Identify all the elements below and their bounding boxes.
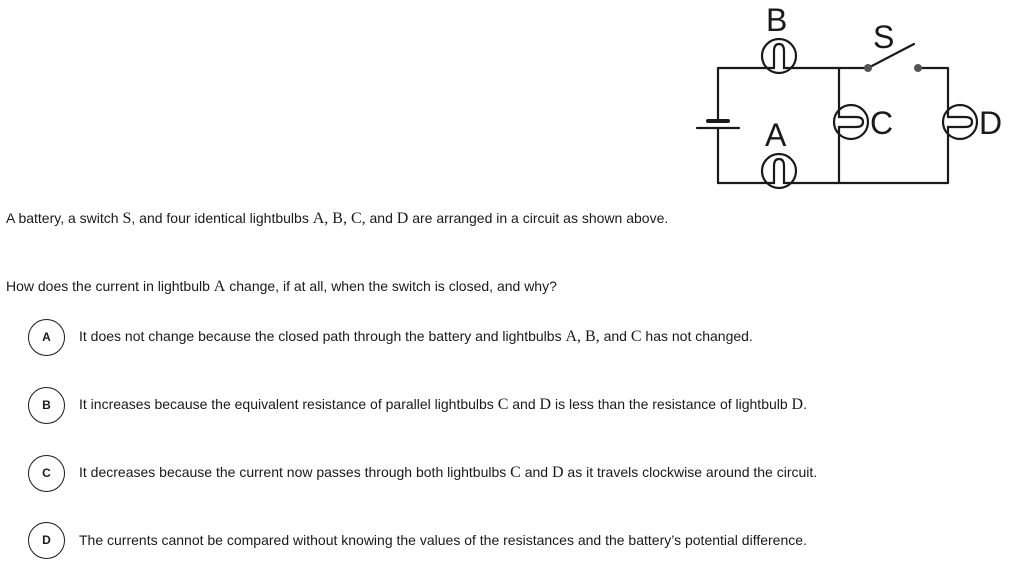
bulb-a-icon — [761, 154, 797, 188]
option-d-bubble[interactable]: D — [28, 522, 65, 559]
switch-contact-left — [864, 64, 872, 72]
option-c[interactable] — [28, 453, 988, 493]
bulb-d-label: D — [979, 105, 1003, 141]
bulb-c-label: C — [870, 105, 894, 141]
switch-contact-right — [914, 64, 922, 72]
switch-label: S — [873, 19, 895, 55]
option-b[interactable] — [28, 385, 988, 425]
question-prompt: How does the current in lightbulb A change, if at all, when the switch is closed, and why? — [6, 278, 557, 295]
option-d-text: The currents cannot be compared without knowing the values of the resistances and the battery’s potential difference. — [79, 532, 807, 548]
bulb-d-icon — [943, 104, 977, 140]
bulb-b-label: B — [766, 2, 788, 38]
battery-icon — [697, 121, 739, 128]
bulb-c-icon — [834, 104, 868, 140]
option-b-text: It increases because the equivalent resistance of parallel lightbulbs C and D is less than the resistance of lightbulb D. — [79, 396, 807, 413]
d-branch-top — [918, 68, 948, 104]
option-c-bubble[interactable]: C — [28, 455, 65, 492]
option-d[interactable] — [28, 520, 988, 560]
option-b-bubble[interactable]: B — [28, 387, 65, 424]
option-a[interactable] — [28, 317, 988, 357]
option-c-text: It decreases because the current now passes through both lightbulbs C and D as it travels clockwise around the circuit. — [79, 464, 818, 481]
question-intro: A battery, a switch S, and four identical lightbulbs A, B, C, and D are arranged in a circuit as shown above. — [6, 210, 669, 227]
option-a-text: It does not change because the closed path through the battery and lightbulbs A, B, and C has not changed. — [79, 328, 753, 345]
bulb-b-icon — [761, 39, 797, 73]
option-a-bubble[interactable]: A — [28, 319, 65, 356]
circuit-diagram — [690, 0, 1011, 195]
bulb-a-label: A — [765, 117, 787, 153]
